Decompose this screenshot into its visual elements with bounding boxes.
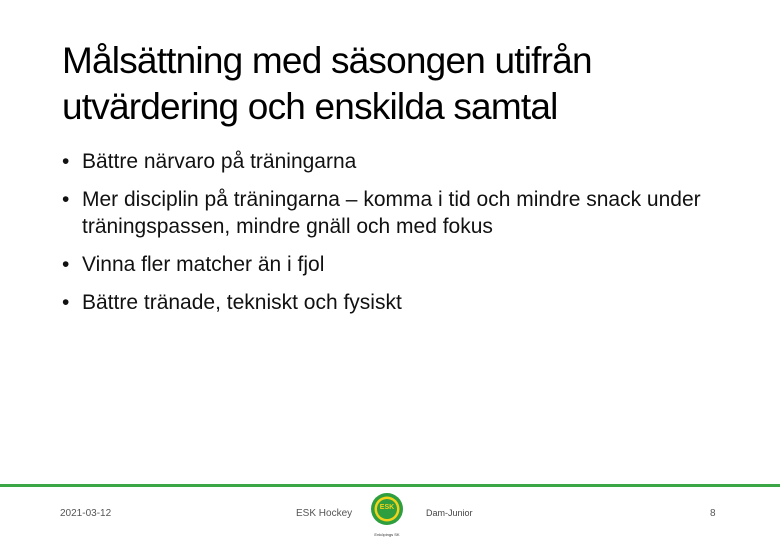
- bullet-item: [62, 251, 722, 278]
- footer-date: 2021-03-12: [60, 508, 112, 519]
- club-crest-icon: [370, 490, 404, 538]
- bullet-item: [62, 148, 722, 175]
- bullet-text: Bättre närvaro på träningarna: [82, 150, 357, 173]
- footer-accent-bar: [0, 484, 780, 487]
- slide-title: [62, 38, 742, 130]
- bullet-text: Vinna fler matcher än i fjol: [82, 253, 325, 276]
- bullet-dot-icon: •: [62, 150, 70, 173]
- bullet-text: Mer disciplin på träningarna – komma i tid och mindre snack under träningspassen, mindre gnäll och med fokus: [82, 188, 701, 238]
- logo-caption: Enköpings SK: [374, 532, 400, 537]
- footer-team: Dam-Junior: [426, 508, 473, 518]
- bullet-item: [62, 289, 722, 316]
- bullet-dot-icon: •: [62, 188, 70, 211]
- slide-title-line-1: Målsättning med säsongen utifrån: [62, 40, 592, 81]
- bullet-dot-icon: •: [62, 253, 70, 276]
- logo-letters: ESK: [379, 504, 395, 511]
- page-number: 8: [710, 508, 716, 519]
- bullet-list: [62, 148, 722, 327]
- slide-title-line-2: utvärdering och enskilda samtal: [62, 86, 558, 127]
- bullet-dot-icon: •: [62, 291, 70, 314]
- bullet-item: [62, 186, 722, 240]
- footer-organization: ESK Hockey: [296, 508, 353, 519]
- bullet-text: Bättre tränade, tekniskt och fysiskt: [82, 291, 402, 314]
